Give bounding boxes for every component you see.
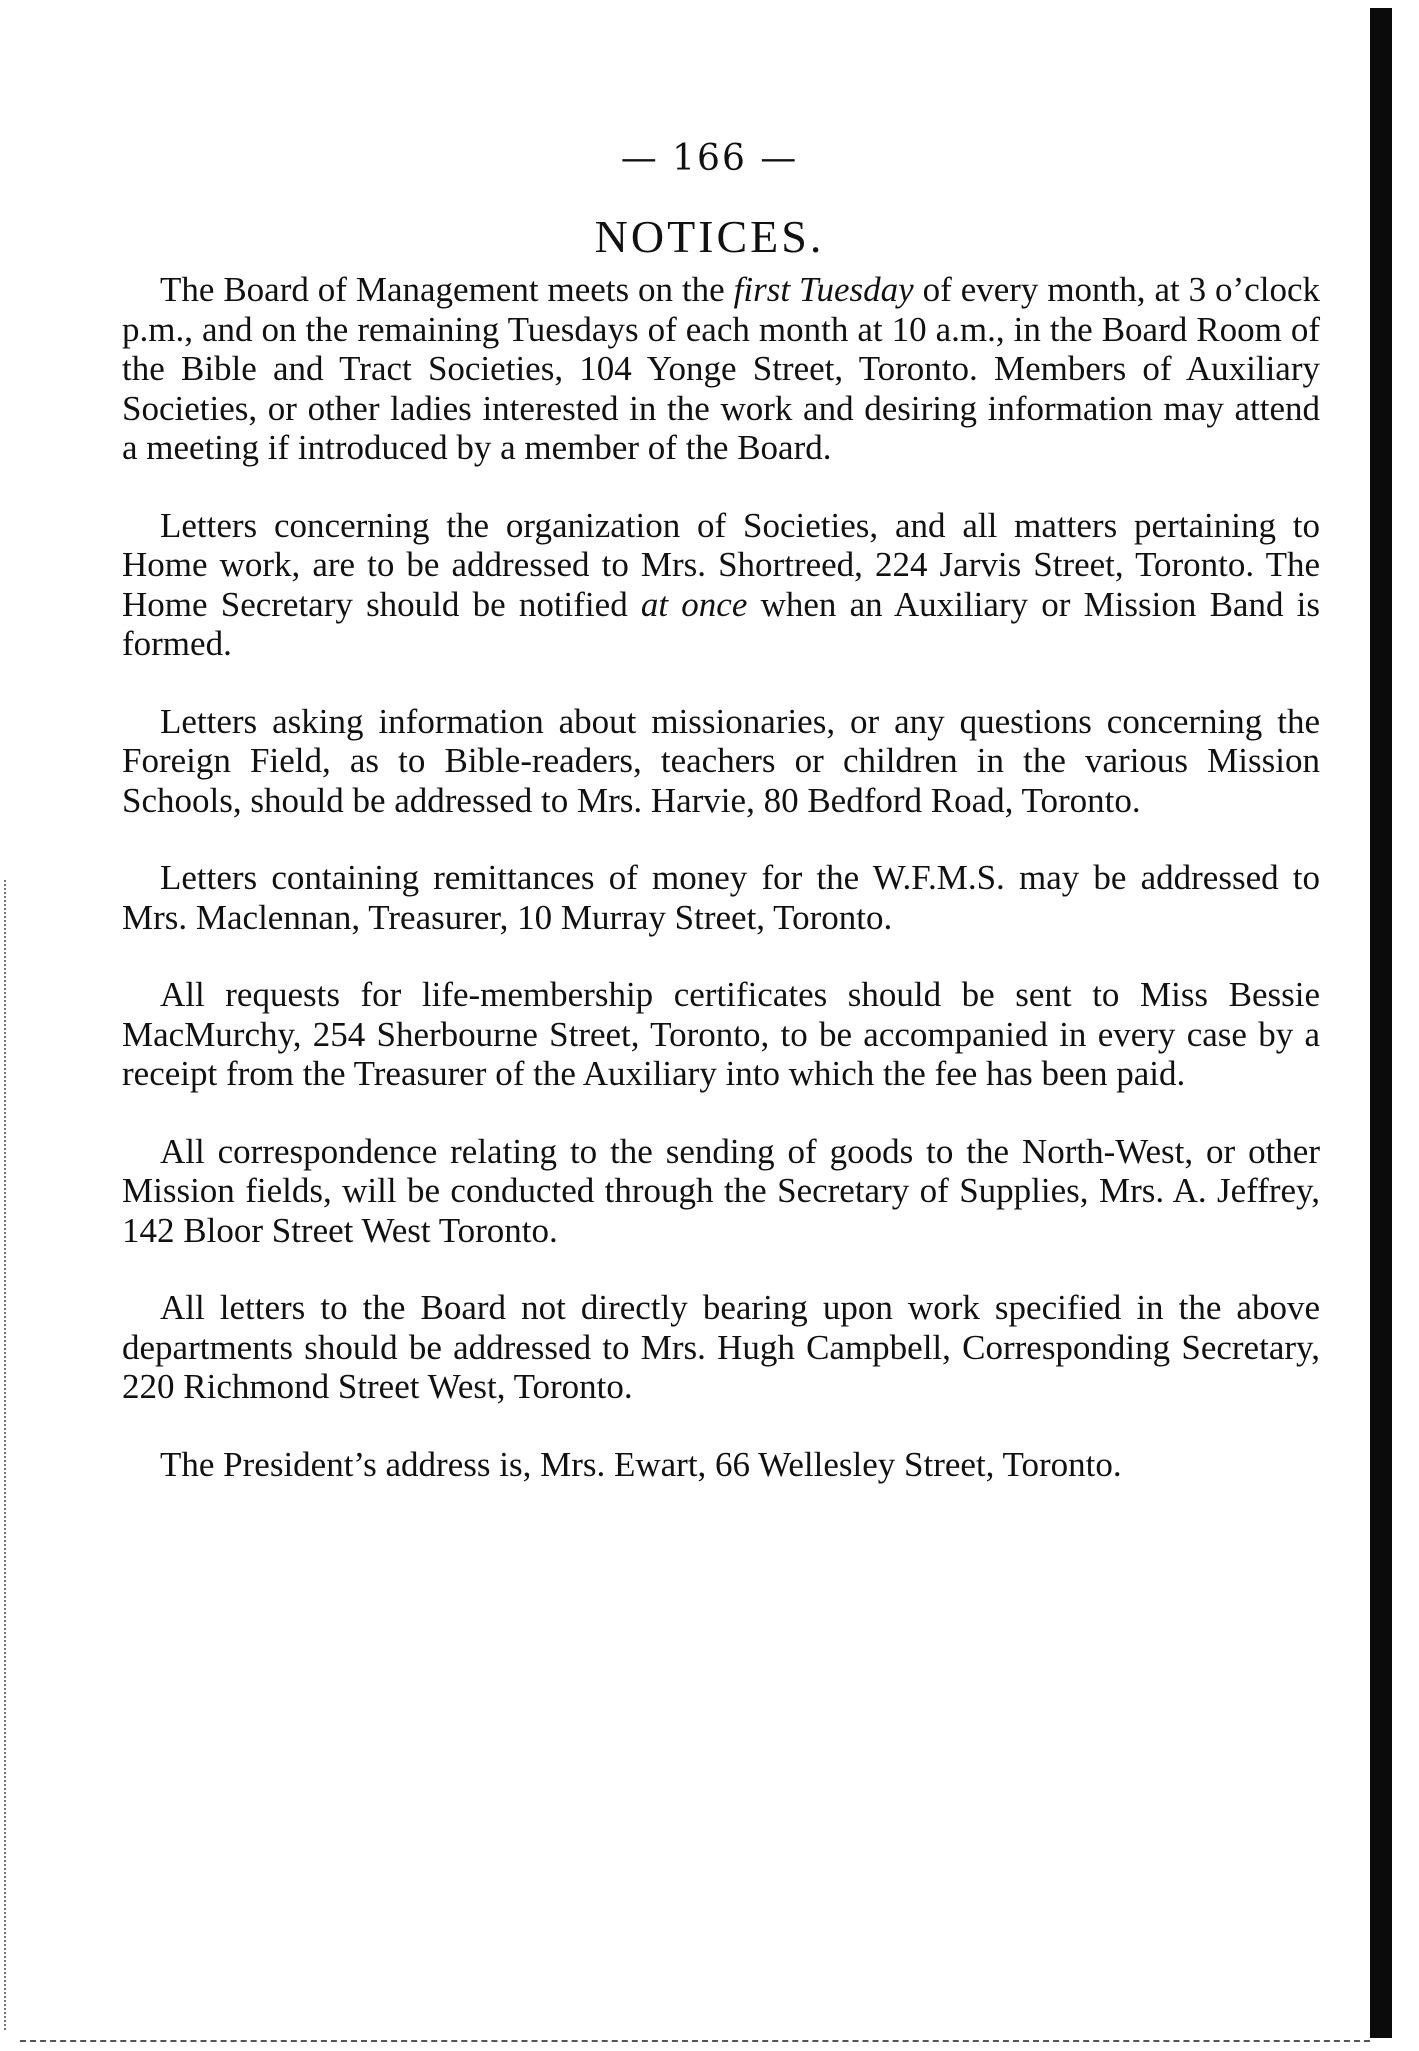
- scan-margin-specks: [4, 880, 12, 2030]
- scan-bottom-edge: [20, 2040, 1370, 2044]
- notice-board-correspondence: [122, 1288, 1320, 1407]
- notice-emphasis: first Tuesday: [733, 270, 914, 309]
- notice-text: All letters to the Board not directly bearing upon work specified in the above departments should be addressed to Mrs. Hugh Campbell, Corresponding Secretary, 220 Richmond Street West, Toronto.: [122, 1288, 1320, 1406]
- notice-text: Letters concerning the organization of Societies, and all matters pertaining to Home work, are to be addressed to Mrs. Shortreed, 224 Jarvis Street, Toronto. The Home Secretary should be notified: [122, 505, 1320, 624]
- notice-foreign-field: [122, 702, 1320, 821]
- notice-text: of every month, at 3 o’clock p.m., and on the remaining Tuesdays of each month at 10 a.m., in the Board Room of the Bible and Tract Societies, 104 Yonge Street, Toronto. Members of Auxiliary Societies, or other ladies interested in the work and desiring information may attend a meeting if introduced by a member of the Board.: [122, 270, 1320, 467]
- notice-text: when an Auxiliary or Mission Band is formed.: [122, 584, 1320, 663]
- notice-supplies: [122, 1132, 1320, 1251]
- page-number: — 166 —: [620, 138, 799, 179]
- notices-body: [122, 270, 1320, 1522]
- notice-text: The Board of Management meets on the: [160, 270, 734, 309]
- notice-text: All correspondence relating to the sending of goods to the North-West, or other Mission fields, will be conducted through the Secretary of Supplies, Mrs. A. Jeffrey, 142 Bloor Street West Toronto.: [122, 1131, 1320, 1250]
- notice-remittances: [122, 858, 1320, 937]
- notice-text: The President’s address is, Mrs. Ewart, 66 Wellesley Street, Toronto.: [160, 1444, 1122, 1484]
- page-title: NOTICES.: [594, 211, 825, 262]
- notice-president-address: [122, 1445, 1320, 1485]
- notice-text: All requests for life-membership certificates should be sent to Miss Bessie MacMurchy, 254 Sherbourne Street, Toronto, to be accompanied in every case by a receipt from the Treasurer of the Auxiliary into which the fee has been paid.: [122, 975, 1320, 1093]
- page-edge-shadow: [1370, 8, 1392, 2038]
- notice-text: Letters asking information about missionaries, or any questions concerning the Foreign Field, as to Bible-readers, teachers or children in the various Mission Schools, should be addressed to Mrs. Harvie, 80 Bedford Road, Toronto.: [122, 701, 1320, 820]
- notice-text: Letters containing remittances of money for the W.F.M.S. may be addressed to Mrs. Maclennan, Treasurer, 10 Murray Street, Toronto.: [122, 858, 1320, 937]
- notice-emphasis: at once: [640, 584, 748, 624]
- notice-board-meetings: [122, 270, 1320, 468]
- notice-life-membership: [122, 975, 1320, 1094]
- notice-home-work: [122, 506, 1320, 664]
